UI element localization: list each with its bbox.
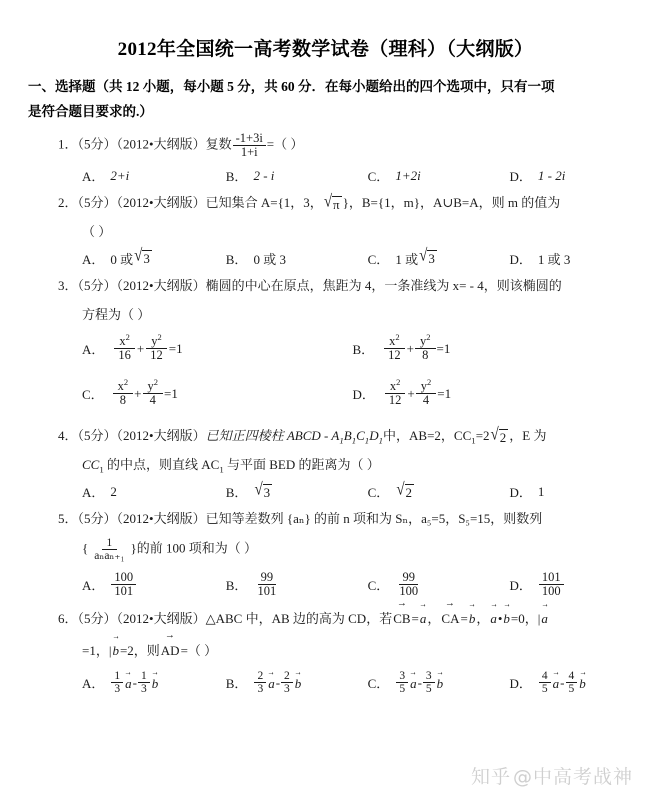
- denominator: 100: [399, 584, 419, 598]
- watermark: [471, 762, 633, 789]
- watermark-handle: @中高考战神: [512, 766, 633, 788]
- denominator: 12: [388, 393, 402, 408]
- vector-b: b →: [295, 674, 302, 692]
- question-6-option-a[interactable]: [82, 670, 226, 695]
- denominator: 3: [257, 683, 264, 696]
- plus-sign: +: [407, 385, 415, 401]
- question-5-number: 5．: [58, 511, 78, 527]
- vector-b-dot: b →: [503, 606, 510, 629]
- question-5-source: （2012•大纲版）: [116, 511, 206, 527]
- question-1-source: （2012•大纲版）: [116, 136, 206, 152]
- question-1-fraction-numerator: -1+3i: [233, 132, 266, 146]
- question-6-stem2-a: =1，|: [82, 642, 112, 658]
- vector-b: b →: [152, 674, 159, 692]
- option-text: 0 或 3: [253, 252, 286, 268]
- question-2-options: [28, 249, 623, 268]
- radical-sign: √: [396, 480, 405, 499]
- option-label: D．: [509, 485, 532, 501]
- question-3-option-d[interactable]: [352, 377, 624, 408]
- question-5-stem-line2: [28, 537, 623, 562]
- radical-sign: √: [323, 192, 333, 212]
- question-1-fraction: [233, 132, 266, 159]
- sqrt-icon: [254, 480, 272, 501]
- sqrt-icon: [134, 249, 152, 267]
- numerator: 100: [111, 571, 136, 585]
- coefficient-1: [254, 670, 266, 695]
- question-3-stem-line2: 方程为（ ）: [82, 306, 151, 322]
- x-term-fraction: [383, 331, 406, 363]
- question-5-fraction: [89, 537, 129, 562]
- question-5-stem-a: 已知等差数列 {aₙ} 的前 n 项和为 Sₙ，a₅=5，S₅=15，则数列: [205, 511, 543, 527]
- minus-sign: -: [560, 674, 565, 690]
- question-6-stem2-b: =2，则: [119, 642, 160, 658]
- question-3-source: （2012•大纲版）: [116, 278, 206, 294]
- equals-2: =: [460, 611, 468, 627]
- denominator: 4: [149, 393, 156, 408]
- option-label: B．: [225, 676, 248, 692]
- option-text: 2 - i: [253, 167, 275, 183]
- page-title: 2012年全国统一高考数学试卷（理科）（大纲版）: [117, 39, 534, 60]
- option-label: B．: [225, 485, 248, 501]
- vector-ad: AD →: [161, 637, 180, 661]
- radicand: 3: [263, 484, 271, 500]
- denominator: 5: [541, 683, 548, 696]
- question-3-option-c[interactable]: [82, 377, 353, 408]
- option-text: 1 或: [395, 252, 419, 268]
- question-4-source: （2012•大纲版）: [116, 428, 206, 444]
- radical-sign: √: [490, 426, 499, 445]
- option-label: D．: [509, 169, 532, 185]
- question-4-number: 4．: [58, 428, 78, 444]
- numerator: 3: [423, 670, 435, 683]
- question-5-stem-b: }的前 100 项和为（ ）: [130, 540, 257, 556]
- vector-b: b →: [437, 674, 444, 692]
- question-4-option-d[interactable]: [510, 482, 624, 501]
- question-2-score: （5分）: [77, 195, 117, 211]
- option-label: A．: [82, 252, 105, 268]
- question-6-stem-line1: [28, 605, 623, 629]
- vector-b: b →: [469, 606, 476, 629]
- question-2-sqrt-pi: [323, 192, 342, 213]
- equals-3: =0，|: [510, 611, 541, 627]
- x-term-fraction: [113, 377, 134, 408]
- prism-vertices: $_1B_1C_1D_1$: [339, 428, 384, 447]
- question-4-options: [28, 482, 623, 501]
- radicand: 2: [405, 484, 413, 500]
- numerator: $y^2$: [416, 380, 437, 394]
- question-4-stem2-c: 与平面 BED 的距离为（ ）: [223, 456, 380, 472]
- option-label: A．: [82, 169, 105, 185]
- question-4-stem-line2: [28, 454, 623, 475]
- sqrt-icon: [419, 249, 437, 267]
- vector-a-norm: a →: [541, 606, 548, 629]
- numerator: $x^2$: [113, 380, 134, 394]
- denominator: 4: [422, 393, 430, 408]
- numerator: 2: [281, 670, 293, 683]
- numerator: 3: [396, 670, 408, 683]
- question-4-stem2-a: CC: [82, 456, 100, 472]
- section-heading-line2: 是符合题目要求的.）: [28, 103, 153, 119]
- option-label: C．: [367, 485, 390, 501]
- option-label: D．: [509, 676, 532, 692]
- numerator: $x^2$: [384, 335, 405, 349]
- option-fraction: [539, 571, 564, 598]
- question-1-stem-suffix: =（ ）: [266, 136, 304, 152]
- option-label: B．: [225, 578, 248, 593]
- question-2-stem-b: }，B={1，m}，A∪B=A，则 m 的值为: [342, 195, 561, 211]
- option-text: 1 或 3: [537, 252, 571, 268]
- question-1-option-d[interactable]: [510, 166, 624, 185]
- question-5-stem-line1: [28, 508, 623, 529]
- question-6-stem-line2: [28, 637, 623, 661]
- question-6-option-c[interactable]: [368, 670, 510, 695]
- plus-sign: +: [136, 340, 145, 356]
- radicand: 3: [143, 251, 150, 267]
- separator-1: ，: [427, 611, 441, 627]
- option-text: 2+i: [110, 167, 130, 183]
- question-2-number: 2．: [58, 195, 78, 211]
- y-term-fraction: [145, 331, 168, 363]
- option-fraction: [396, 571, 421, 598]
- coefficient-1: [539, 670, 551, 695]
- radicand: π: [333, 197, 340, 213]
- question-3-option-b[interactable]: [352, 331, 624, 363]
- question-3-stem-a: 椭圆的中心在原点，焦距为 4，一条准线为 x= - 4，则该椭圆的: [205, 278, 562, 294]
- denominator: 5: [399, 683, 406, 696]
- numerator: 1: [111, 670, 123, 683]
- question-6-options: [28, 670, 623, 695]
- denominator: aₙaₙ₊₁: [94, 549, 125, 562]
- vector-b-norm: b →: [112, 638, 119, 661]
- question-5-option-c[interactable]: [368, 571, 510, 598]
- question-1-stem-prefix: 复数: [205, 136, 232, 152]
- question-3: [28, 275, 623, 407]
- question-6-number: 6．: [58, 611, 78, 627]
- question-4-stem-d: ，E 为: [509, 428, 547, 444]
- question-3-score: （5分）: [77, 278, 117, 294]
- coefficient-2: [566, 670, 578, 695]
- denominator: 16: [118, 348, 131, 363]
- option-label: C．: [367, 169, 390, 185]
- section-heading: [28, 75, 623, 125]
- plus-sign: +: [406, 340, 415, 356]
- question-4-stem-b: 中，AB=2，CC: [383, 428, 472, 444]
- numerator: 1: [102, 537, 118, 550]
- question-6-option-b[interactable]: [226, 670, 368, 695]
- question-1-options: [28, 166, 623, 185]
- question-6-stem-a: △ABC 中，AB 边的高为 CD，若: [205, 611, 393, 627]
- question-4-option-a[interactable]: [82, 482, 226, 501]
- question-1-number: 1．: [58, 136, 78, 152]
- option-text: 1+2i: [395, 167, 421, 183]
- question-1-score: （5分）: [77, 136, 117, 152]
- radicand: 2: [499, 430, 507, 446]
- y-term-fraction: [415, 331, 436, 363]
- equals-one: =1: [437, 385, 452, 401]
- question-6-score: （5分）: [77, 611, 117, 627]
- y-term-fraction: [143, 377, 164, 408]
- question-1-option-a[interactable]: [82, 166, 226, 185]
- option-text: 1: [537, 483, 545, 499]
- question-4-stem2-b: 的中点，则直线 AC: [103, 456, 220, 472]
- question-2-option-b[interactable]: [226, 249, 368, 268]
- denominator: 5: [568, 683, 575, 696]
- question-2: [28, 192, 623, 268]
- minus-sign: -: [417, 674, 422, 690]
- question-5-score: （5分）: [77, 511, 117, 527]
- coefficient-2: [281, 670, 293, 695]
- vector-a-dot: a →: [490, 606, 497, 629]
- question-1-fraction-denominator: 1+i: [240, 145, 258, 160]
- option-label: C．: [367, 676, 390, 692]
- sqrt-icon: [396, 480, 414, 501]
- numerator: $y^2$: [146, 335, 167, 349]
- radical-sign: √: [254, 480, 263, 499]
- numerator: 4: [566, 670, 578, 683]
- option-label: A．: [82, 485, 105, 501]
- denominator: 3: [140, 683, 147, 696]
- section-heading-line1: 一、选择题（共 12 小题，每小题 5 分，共 60 分．在每小题给出的四个选项中，只有一项: [28, 79, 555, 94]
- question-3-option-a[interactable]: [82, 331, 353, 363]
- separator-2: ，: [476, 611, 490, 627]
- numerator: $y^2$: [415, 335, 436, 349]
- ac-subscript: 1: [219, 464, 224, 475]
- option-text: 0 或: [110, 252, 134, 268]
- coefficient-2: [138, 670, 150, 695]
- question-2-option-d[interactable]: [510, 249, 624, 268]
- question-2-stem-line2: （ ）: [82, 223, 112, 239]
- question-4-stem-line1: [28, 425, 623, 446]
- option-label: B．: [352, 342, 375, 358]
- question-6-source: （2012•大纲版）: [116, 611, 206, 627]
- question-6-stem2-c: =（ ）: [180, 642, 218, 658]
- denominator: 101: [114, 584, 134, 598]
- equals-1: =: [411, 611, 419, 627]
- question-3-stem-line1: [28, 275, 623, 296]
- question-6-option-d[interactable]: [510, 670, 624, 695]
- plus-sign: +: [134, 385, 142, 401]
- question-2-option-a[interactable]: [82, 249, 226, 268]
- question-2-source: （2012•大纲版）: [116, 195, 206, 211]
- question-4: [28, 425, 623, 501]
- option-label: A．: [82, 578, 105, 593]
- option-label: B．: [225, 252, 248, 268]
- question-2-stem-line1: [28, 192, 623, 213]
- coefficient-2: [423, 670, 435, 695]
- x-term-fraction: [384, 377, 407, 408]
- numerator: 1: [138, 670, 150, 683]
- option-label: A．: [82, 342, 105, 358]
- question-6: [28, 605, 623, 695]
- radicand: 3: [428, 251, 435, 267]
- vector-cb: CB →: [393, 605, 410, 629]
- option-text: 2: [110, 483, 117, 499]
- vector-a: a →: [410, 674, 417, 692]
- option-label: C．: [82, 387, 104, 403]
- option-text: 1 - 2i: [537, 167, 566, 183]
- option-fraction: [254, 571, 279, 598]
- denominator: 101: [257, 584, 277, 598]
- equals-one: =1: [168, 340, 183, 356]
- denominator: 12: [150, 348, 163, 363]
- question-1-stem: [28, 132, 623, 159]
- vector-a: a →: [268, 674, 275, 692]
- question-4-stem-c: =2: [475, 428, 490, 444]
- question-2-option-c[interactable]: [368, 249, 510, 268]
- numerator: $y^2$: [143, 380, 164, 394]
- cc-subscript: 1: [471, 436, 476, 447]
- dot-operator: •: [497, 611, 503, 627]
- radical-sign: √: [134, 247, 143, 266]
- option-label: A．: [82, 676, 105, 692]
- question-1: [28, 132, 623, 185]
- option-label: D．: [509, 252, 532, 268]
- denominator: 3: [284, 683, 290, 696]
- coefficient-1: [111, 670, 123, 695]
- minus-sign: -: [132, 674, 137, 690]
- question-5-option-b[interactable]: [226, 571, 368, 598]
- option-label: B．: [225, 169, 248, 185]
- question-1-option-c[interactable]: [368, 166, 510, 185]
- denominator: 3: [114, 683, 121, 696]
- watermark-logo: 知乎: [470, 766, 511, 788]
- question-2-stem-a: 已知集合 A={1，3，: [205, 195, 323, 211]
- question-3-options-row2: [82, 377, 623, 408]
- question-3-number: 3．: [58, 278, 78, 294]
- brace-open: {: [82, 540, 89, 556]
- x-term-fraction: [113, 331, 136, 363]
- numerator: 2: [254, 670, 266, 683]
- numerator: $x^2$: [385, 380, 406, 394]
- vector-b: b →: [579, 674, 586, 692]
- numerator: 99: [258, 571, 277, 585]
- option-label: D．: [509, 578, 532, 593]
- denominator: 8: [422, 348, 429, 363]
- question-4-stem-a: 已知正四棱柱 ABCD - A: [205, 428, 340, 444]
- question-5-option-d[interactable]: [510, 571, 624, 598]
- denominator: 12: [388, 348, 401, 363]
- denominator: 8: [119, 393, 127, 408]
- question-5: [28, 508, 623, 598]
- question-4-option-b[interactable]: [226, 482, 368, 501]
- question-4-option-c[interactable]: [368, 482, 510, 501]
- equals-one: =1: [164, 385, 178, 401]
- vector-ca: CA →: [441, 605, 459, 629]
- numerator: $x^2$: [114, 335, 135, 349]
- option-label: C．: [367, 578, 390, 593]
- question-3-options-row1: [82, 331, 623, 363]
- option-label: C．: [367, 252, 390, 268]
- vector-a: a →: [420, 606, 427, 629]
- y-term-fraction: [416, 377, 437, 408]
- question-1-option-b[interactable]: [226, 166, 368, 185]
- equals-one: =1: [436, 340, 451, 356]
- vector-a: a →: [125, 674, 132, 692]
- numerator: 99: [399, 571, 418, 585]
- option-fraction: [111, 571, 136, 598]
- denominator: 5: [425, 683, 432, 696]
- question-3-options: [28, 331, 623, 408]
- question-5-option-a[interactable]: [82, 571, 226, 598]
- denominator: 100: [541, 584, 561, 598]
- numerator: 101: [539, 571, 564, 585]
- minus-sign: -: [275, 674, 281, 690]
- coefficient-1: [396, 670, 408, 695]
- exam-page: [0, 34, 651, 805]
- vector-a: a →: [553, 674, 560, 692]
- radical-sign: √: [419, 247, 428, 266]
- question-4-score: （5分）: [77, 428, 117, 444]
- sqrt-icon: [491, 428, 509, 446]
- cc-subscript: 1: [99, 464, 104, 475]
- numerator: 4: [539, 670, 551, 683]
- option-label: D．: [352, 387, 375, 403]
- question-5-options: [28, 571, 623, 598]
